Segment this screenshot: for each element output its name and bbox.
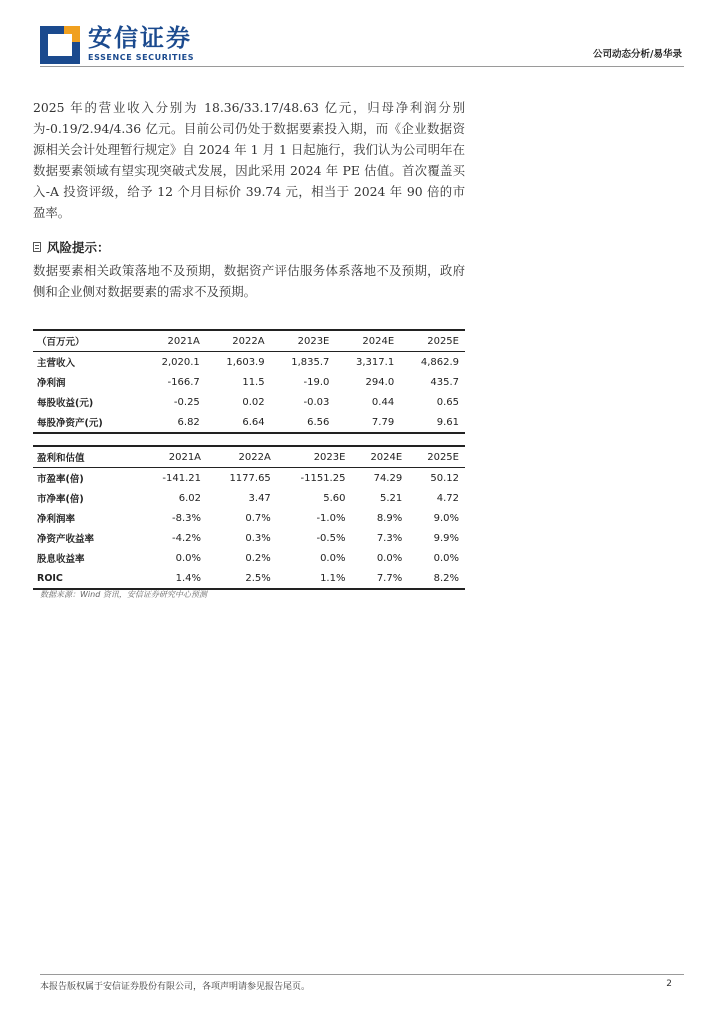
table-cell: -166.7 [167, 376, 200, 388]
data-source-note: 数据来源：Wind 资讯，安信证券研究中心预测 [40, 590, 207, 599]
table-cell: -0.03 [303, 396, 330, 408]
table-cell: 7.7% [351, 568, 408, 589]
table-cell: 0.3% [245, 532, 271, 544]
table-header-cell: 2021A [141, 330, 206, 352]
table-cell: 0.2% [245, 552, 271, 564]
table-cell: 5.60 [323, 492, 346, 504]
table-cell: 74.29 [373, 472, 403, 484]
valuation-table [33, 445, 465, 590]
report-type: 公司动态分析/易华录 [593, 49, 682, 60]
table-cell: 0.02 [242, 396, 265, 408]
header-divider [40, 66, 684, 67]
table-header-cell: 2025E [400, 330, 465, 352]
risk-heading-label: 风险提示： [47, 240, 110, 255]
table-cell: 1,835.7 [291, 356, 330, 368]
table-row [33, 548, 465, 568]
table-row [33, 372, 465, 392]
table-row [33, 352, 465, 373]
table-cell: 8.2% [408, 568, 465, 589]
document-icon [33, 242, 41, 252]
table-row [33, 468, 465, 489]
table-cell: -4.2% [172, 532, 202, 544]
table-cell: 1177.65 [229, 472, 271, 484]
table-cell: -19.0 [303, 376, 330, 388]
row-label: ROIC [33, 568, 141, 589]
table-row [33, 528, 465, 548]
footer-divider [40, 974, 684, 975]
table-cell: 0.0% [175, 552, 202, 564]
table-cell: 5.21 [379, 492, 403, 504]
table-row [33, 508, 465, 528]
table-cell: 6.02 [178, 492, 202, 504]
table-cell: 9.9% [433, 532, 459, 544]
table-header-row [33, 330, 465, 352]
table-cell: -8.3% [172, 512, 202, 524]
table-cell: 7.3% [376, 532, 403, 544]
valuation-paragraph: 2025 年的营业收入分别为 18.36/33.17/48.63 亿元，归母净利润分别为-0.19/2.94/4.36 亿元。目前公司仍处于数据要素投入期，而《企业数据资源相关会计处理暂行规定》自 2024 年 1 月 1 日起施行，我们认为公司明年在数据要素领域有望实现突破式发展，因此采用 2024 年 PE 估值。首次覆盖买入-A 投资评级，给予 12 个月目标价 39.74 元，相当于 2024 年 90 倍的市盈率。 [33, 100, 465, 220]
table-cell: 0.0% [376, 552, 403, 564]
table-row [33, 412, 465, 433]
table-cell: 1.4% [141, 568, 207, 589]
table-cell: 9.61 [400, 412, 465, 433]
table-cell: -0.25 [173, 396, 200, 408]
table-cell: 3,317.1 [356, 356, 395, 368]
brand-name-cn: 安信证券 [88, 24, 192, 52]
table-header-cell: 2021A [141, 446, 207, 468]
table-cell: -1.0% [316, 512, 346, 524]
footer-disclaimer: 本报告版权属于安信证券股份有限公司，各项声明请参见报告尾页。 [40, 982, 311, 992]
table-header-cell: 2025E [408, 446, 465, 468]
table-cell: 2.5% [207, 568, 277, 589]
table-cell: 294.0 [365, 376, 395, 388]
row-label: 市盈率(倍) [37, 474, 84, 485]
table-cell: -1151.25 [300, 472, 346, 484]
table-cell: 6.64 [206, 412, 271, 433]
table-cell: 4.72 [436, 492, 459, 504]
row-label: 市净率(倍) [37, 494, 84, 505]
table-cell: 6.56 [271, 412, 336, 433]
row-label: 每股收益(元) [37, 398, 94, 409]
brand-name-en: ESSENCE SECURITIES [88, 53, 195, 62]
risk-paragraph: 数据要素相关政策落地不及预期，数据资产评估服务体系落地不及预期，政府侧和企业侧对数据要素的需求不及预期。 [33, 263, 465, 299]
table-cell: 1.1% [277, 568, 352, 589]
table-cell: 50.12 [430, 472, 459, 484]
table-cell: -141.21 [162, 472, 202, 484]
risk-heading [33, 238, 110, 256]
table-cell: 3.47 [248, 492, 271, 504]
table-cell: -0.5% [316, 532, 346, 544]
table-header-cell: 2024E [335, 330, 400, 352]
row-label: 股息收益率 [37, 554, 85, 565]
row-label: 每股净资产(元) [33, 412, 141, 433]
table-header-cell: 2022A [207, 446, 277, 468]
table-header-cell: （百万元） [33, 330, 141, 352]
table-header-cell: 2023E [271, 330, 336, 352]
row-label: 净资产收益率 [37, 534, 95, 545]
table-header-cell: 2023E [277, 446, 352, 468]
table-cell: 0.44 [371, 396, 395, 408]
table-row [33, 488, 465, 508]
table-cell: 11.5 [242, 376, 265, 388]
table-header-cell: 2024E [351, 446, 408, 468]
table-header-cell: 盈利和估值 [33, 446, 141, 468]
table-cell: 7.79 [335, 412, 400, 433]
table-cell: 6.82 [141, 412, 206, 433]
table-cell: 0.0% [433, 552, 459, 564]
table-header-row [33, 446, 465, 468]
table-cell: 2,020.1 [161, 356, 200, 368]
table-cell: 9.0% [433, 512, 459, 524]
page-number: 2 [666, 979, 672, 989]
table-cell: 1,603.9 [226, 356, 265, 368]
financial-summary-table [33, 329, 465, 434]
essence-logo [40, 26, 80, 64]
table-row [33, 568, 465, 589]
row-label: 主营收入 [37, 358, 76, 369]
table-cell: 0.65 [436, 396, 459, 408]
table-row [33, 392, 465, 412]
table-header-cell: 2022A [206, 330, 271, 352]
table-cell: 0.7% [245, 512, 271, 524]
table-cell: 0.0% [320, 552, 346, 564]
table-cell: 8.9% [376, 512, 403, 524]
table-cell: 4,862.9 [420, 356, 459, 368]
row-label: 净利润率 [37, 514, 76, 525]
row-label: 净利润 [37, 378, 66, 389]
table-cell: 435.7 [430, 376, 459, 388]
